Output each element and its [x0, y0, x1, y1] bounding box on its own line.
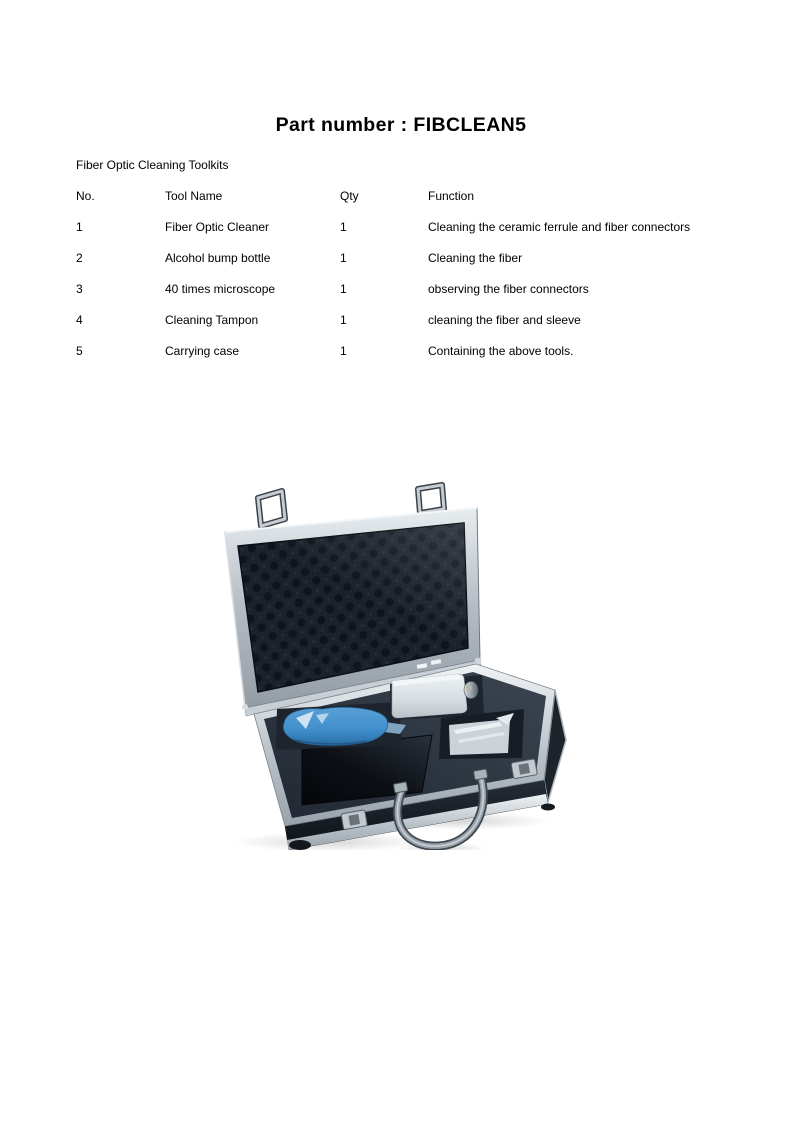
cell-no: 4	[76, 313, 83, 327]
cell-qty: 1	[340, 313, 347, 327]
cell-no: 5	[76, 344, 83, 358]
cell-toolname: Carrying case	[165, 344, 240, 358]
cell-function: observing the fiber connectors	[428, 282, 589, 296]
cell-function: Cleaning the fiber	[428, 251, 523, 265]
page-title: Part number : FIBCLEAN5	[275, 114, 527, 136]
cell-qty: 1	[340, 344, 347, 358]
bottle-pump-cap	[464, 682, 478, 699]
cell-function: Cleaning the ceramic ferrule and fiber connectors	[428, 220, 691, 234]
case-latch-left	[341, 810, 367, 830]
cell-toolname: Alcohol bump bottle	[165, 251, 271, 265]
cell-toolname: 40 times microscope	[165, 282, 276, 296]
col-header-qty: Qty	[340, 189, 359, 203]
cell-qty: 1	[340, 220, 347, 234]
case-latch-right	[511, 759, 537, 779]
cell-no: 2	[76, 251, 83, 265]
col-header-no: No.	[76, 189, 95, 203]
cell-toolname: Fiber Optic Cleaner	[165, 220, 270, 234]
cell-function: cleaning the fiber and sleeve	[428, 313, 581, 327]
col-header-toolname: Tool Name	[165, 189, 223, 203]
cell-function: Containing the above tools.	[428, 344, 574, 358]
page-subtitle: Fiber Optic Cleaning Toolkits	[76, 158, 229, 172]
cell-no: 3	[76, 282, 83, 296]
tool-table	[76, 189, 736, 375]
cell-no: 1	[76, 220, 83, 234]
product-photo	[208, 478, 568, 850]
cell-qty: 1	[340, 251, 347, 265]
col-header-function: Function	[428, 189, 475, 203]
cell-qty: 1	[340, 282, 347, 296]
alcohol-bottle	[390, 674, 484, 720]
safety-goggles	[276, 702, 406, 750]
cell-toolname: Cleaning Tampon	[165, 313, 259, 327]
